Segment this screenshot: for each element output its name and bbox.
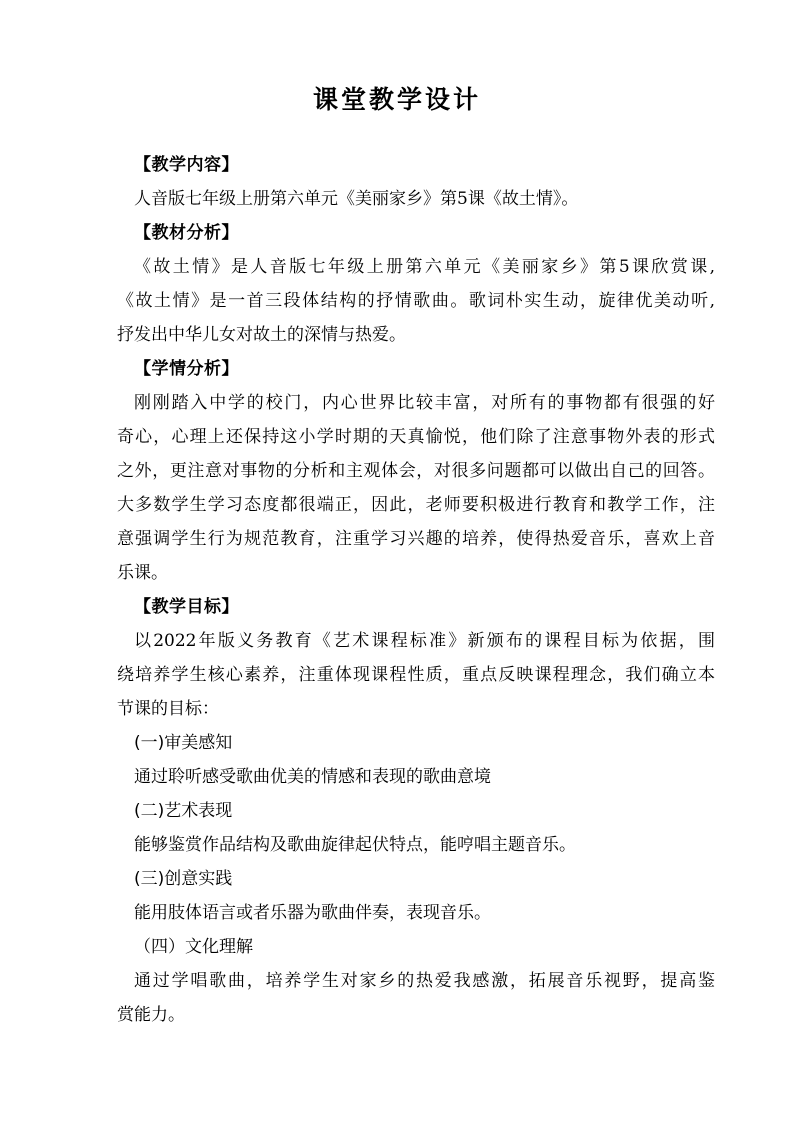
material-line: 《故土情》是人音版七年级上册第六单元《美丽家乡》第5课欣赏课, — [134, 257, 715, 277]
goal-label: (三)创意实践 — [134, 869, 233, 889]
goal-label: （四）文化理解 — [134, 937, 253, 957]
goal-text: 通过聆听感受歌曲优美的情感和表现的歌曲意境 — [134, 767, 491, 787]
learners-line: 之外，更注意对事物的分析和主观体会，对很多问题都可以做出自己的回答。 — [117, 461, 715, 481]
section-heading-material: 【教材分析】 — [134, 223, 239, 243]
goal-label: (二)艺术表现 — [134, 801, 233, 821]
learners-line: 意强调学生行为规范教育，注重学习兴趣的培养，使得热爱音乐，喜欢上音 — [117, 529, 715, 549]
goal-text: 能够鉴赏作品结构及歌曲旋律起伏特点，能哼唱主题音乐。 — [134, 835, 576, 855]
goals-intro-line: 节课的目标： — [117, 699, 219, 719]
goal-text: 能用肢体语言或者乐器为歌曲伴奏，表现音乐。 — [134, 903, 491, 923]
goal-label: (一)审美感知 — [134, 733, 233, 753]
learners-line: 奇心，心理上还保持这小学时期的天真愉悦，他们除了注意事物外表的形式 — [117, 427, 715, 447]
section-heading-learners: 【学情分析】 — [134, 359, 239, 379]
learners-line: 刚刚踏入中学的校门，内心世界比较丰富，对所有的事物都有很强的好 — [134, 393, 715, 413]
goals-intro-line: 绕培养学生核心素养，注重体现课程性质，重点反映课程理念，我们确立本 — [117, 665, 715, 685]
content-line: 人音版七年级上册第六单元《美丽家乡》第5课《故土情》。 — [134, 189, 579, 209]
page-title: 课堂教学设计 — [312, 85, 481, 114]
goal-text: 通过学唱歌曲，培养学生对家乡的热爱我感激，拓展音乐视野，提高鉴 — [134, 971, 715, 991]
goal-text: 赏能力。 — [117, 1005, 185, 1025]
section-heading-content: 【教学内容】 — [134, 155, 239, 175]
document-body — [117, 148, 715, 1032]
section-heading-goals: 【教学目标】 — [134, 597, 239, 617]
material-line: 《故土情》是一首三段体结构的抒情歌曲。歌词朴实生动，旋律优美动听, — [117, 291, 715, 311]
learners-line: 乐课。 — [117, 563, 168, 583]
material-line: 抒发出中华儿女对故土的深情与热爱。 — [117, 325, 406, 345]
goals-intro-line: 以2022年版义务教育《艺术课程标准》新颁布的课程目标为依据，围 — [134, 631, 715, 651]
learners-line: 大多数学生学习态度都很端正，因此，老师要积极进行教育和教学工作，注 — [117, 495, 715, 515]
